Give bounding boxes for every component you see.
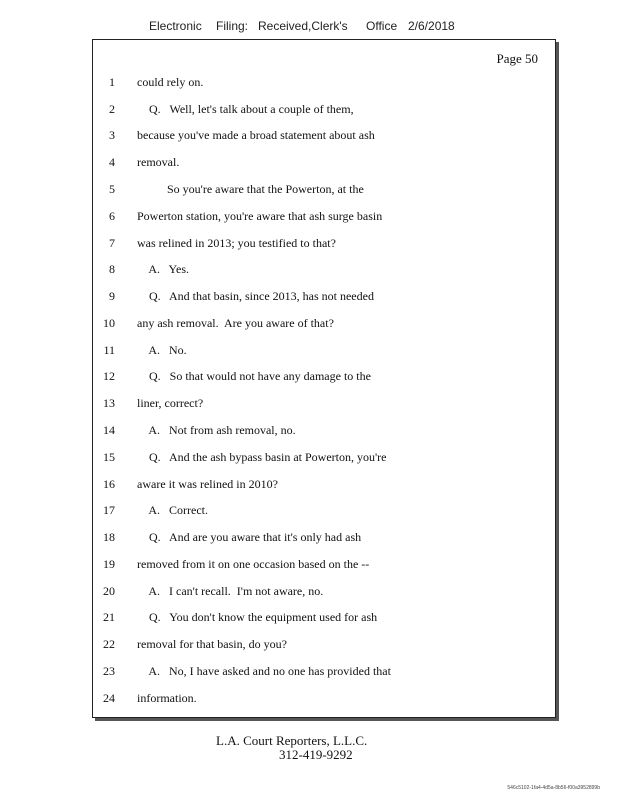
- transcript-line: Q. And the ash bypass basin at Powerton, you're: [137, 450, 387, 464]
- line-number: 4: [109, 155, 115, 169]
- line-number: 18: [103, 530, 115, 544]
- transcript-line: Q. You don't know the equipment used for ash: [137, 610, 378, 624]
- transcript-line: was relined in 2013; you testified to that?: [137, 236, 336, 250]
- transcript-line: Q. Well, let's talk about a couple of them,: [137, 102, 354, 116]
- line-number: 13: [103, 396, 115, 410]
- transcript-line: So you're aware that the Powerton, at the: [137, 182, 364, 196]
- line-number: 5: [109, 182, 115, 196]
- transcript-line: removal.: [137, 155, 180, 169]
- transcript-line: A. Yes.: [137, 262, 190, 276]
- line-number: 19: [103, 557, 115, 571]
- document-id: 546c5102-1fa4-4d5a-8b56-f00a3952899b: [507, 785, 600, 791]
- line-number: 12: [103, 369, 115, 383]
- transcript-line: could rely on.: [137, 75, 204, 89]
- transcript-line: A. I can't recall. I'm not aware, no.: [137, 584, 324, 598]
- page-number: Page 50: [496, 51, 538, 66]
- line-number: 10: [103, 316, 115, 330]
- line-number: 3: [109, 128, 115, 142]
- line-number: 20: [103, 584, 115, 598]
- transcript-line: removal for that basin, do you?: [137, 637, 287, 651]
- transcript-line: information.: [137, 691, 197, 705]
- transcript-line: Powerton station, you're aware that ash surge basin: [137, 209, 383, 223]
- line-number: 24: [103, 691, 115, 705]
- transcript-line: A. No.: [137, 343, 187, 357]
- transcript-line: removed from it on one occasion based on the --: [137, 557, 370, 571]
- line-number: 15: [103, 450, 115, 464]
- filing-stamp-word: Office: [366, 19, 398, 33]
- transcript-line: aware it was relined in 2010?: [137, 477, 278, 491]
- transcript-page: [92, 39, 556, 718]
- transcript-line: A. Not from ash removal, no.: [137, 423, 296, 437]
- line-number: 17: [103, 503, 115, 517]
- filing-stamp-word: Electronic: [149, 19, 202, 33]
- transcript-line: Q. So that would not have any damage to the: [137, 369, 371, 383]
- transcript-line: Q. And are you aware that it's only had ash: [137, 530, 362, 544]
- filing-stamp-date: 2/6/2018: [408, 19, 455, 33]
- transcript-line: Q. And that basin, since 2013, has not needed: [137, 289, 374, 303]
- line-number: 23: [103, 664, 115, 678]
- filing-stamp-word: Filing:: [216, 19, 249, 33]
- transcript-line: A. No, I have asked and no one has provided that: [137, 664, 391, 678]
- transcript-line: any ash removal. Are you aware of that?: [137, 316, 334, 330]
- line-number: 2: [109, 102, 115, 116]
- reporter-phone: 312-419-9292: [279, 747, 353, 762]
- line-number: 8: [109, 262, 115, 276]
- line-number: 1: [109, 75, 115, 89]
- line-number: 21: [103, 610, 115, 624]
- line-number: 9: [109, 289, 115, 303]
- filing-stamp-header: [0, 19, 618, 35]
- filing-stamp-word: Received,Clerk's: [258, 19, 348, 33]
- line-number: 7: [109, 236, 115, 250]
- line-number: 14: [103, 423, 115, 437]
- reporter-company: L.A. Court Reporters, L.L.C.: [216, 733, 368, 748]
- line-number: 22: [103, 637, 115, 651]
- transcript-line: liner, correct?: [137, 396, 204, 410]
- line-number: 11: [103, 343, 115, 357]
- transcript-line: A. Correct.: [137, 503, 208, 517]
- line-number: 6: [109, 209, 115, 223]
- transcript-line: because you've made a broad statement about ash: [137, 128, 375, 142]
- line-number: 16: [103, 477, 115, 491]
